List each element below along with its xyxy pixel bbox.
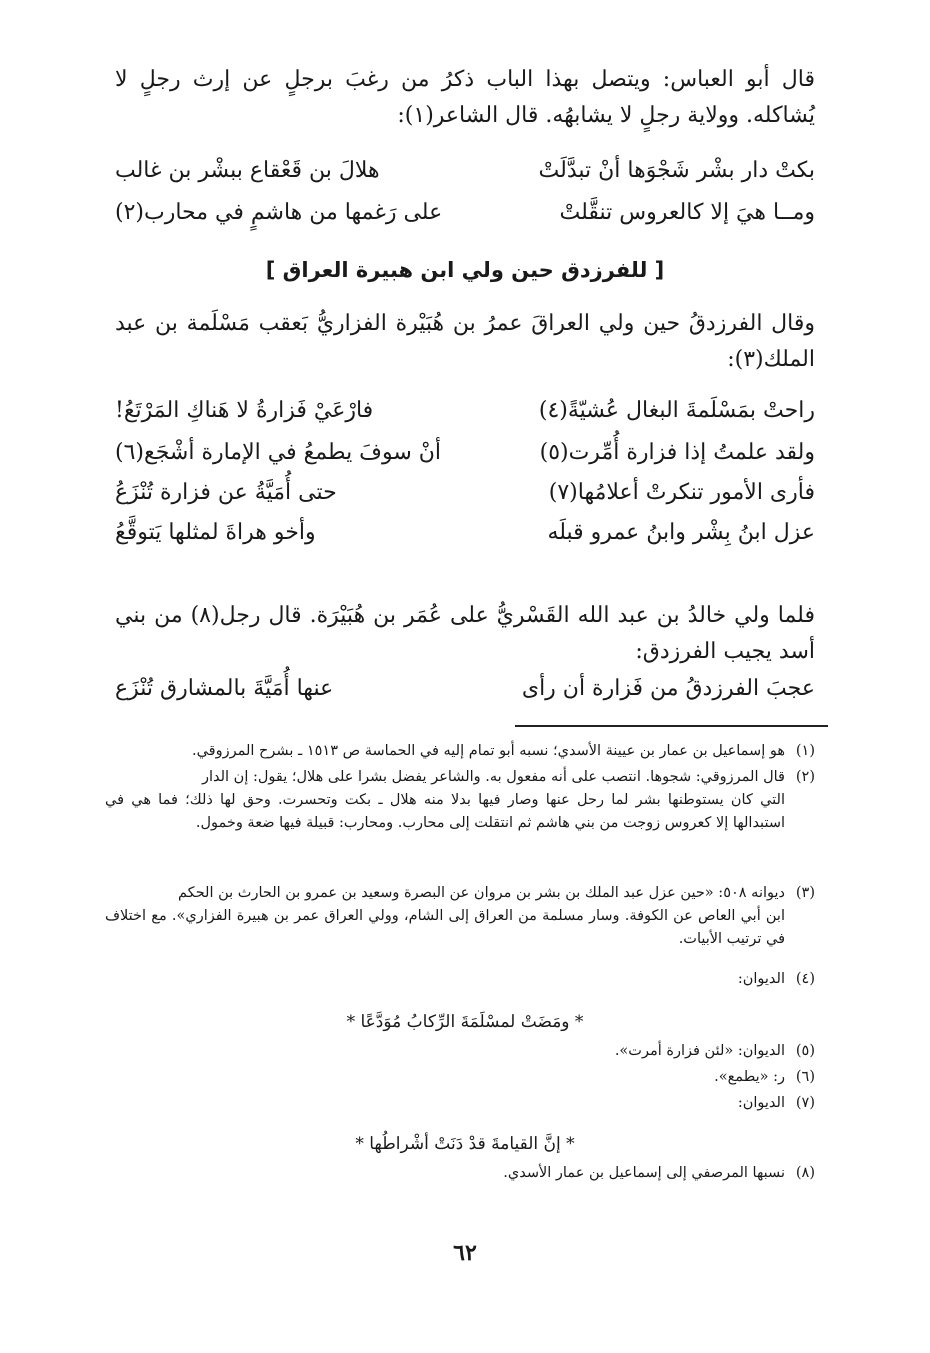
footnote-7-quote: * إنَّ القيامةَ قدْ دَنَتْ أشْراطُها *	[355, 1134, 575, 1154]
footnote-2-number: (٢)	[795, 769, 815, 785]
footnote-1	[105, 740, 815, 763]
verse-3	[115, 398, 815, 436]
footnote-7-number: (٧)	[795, 1095, 815, 1111]
verse-1-first-hemistich: بكتْ دار بشْر شَجْوَها أنْ تبدَّلَتْ	[538, 158, 815, 183]
paragraph-2: وقال الفرزدقُ حين ولي العراقَ عمرُ بن هُبَيْرة الفزاريُّ بَعقب مَسْلَمة بن عبد الملك(٣):	[115, 311, 815, 372]
footnote-1-number: (١)	[795, 743, 815, 759]
footnote-7-text: الديوان:	[737, 1095, 785, 1111]
verse-1-second-hemistich: هلالَ بن قَعْقاع ببشْر بن غالب	[115, 158, 380, 183]
footnote-6-text: ر: «يطمع».	[714, 1069, 785, 1085]
section-heading: [ للفرزدق حين ولي ابن هبيرة العراق ]	[265, 258, 665, 282]
footnote-5	[105, 1040, 815, 1063]
page-number: ٦٢	[453, 1240, 477, 1266]
footnote-5-text: الديوان: «لئن فزارة أمرت».	[614, 1043, 785, 1059]
footnote-2-continuation: التي كان يستوطنها بشر لما رحل عنها وصار فيها بدلا منه هلال ـ بكت وتحسرت. وحق لها ذلك؛ فما هي في استبدالها إلا كعروس زوجت من بني هاشم ثم انتقلت إلى محارب. ومحارب: قبيلة فيها ضعة وخمول.	[105, 792, 785, 831]
verse-7-second-hemistich: عنها أُمَيَّةَ بالمشارق تُنْزَع	[115, 676, 334, 701]
verse-4-second-hemistich: أنْ سوفَ يطمعُ في الإمارة أشْجَع(٦)	[115, 440, 442, 465]
verse-1	[115, 158, 815, 196]
verse-3-first-hemistich: راحتْ بمَسْلَمةَ البغال عُشيّةً(٤)	[538, 398, 815, 423]
footnote-2	[105, 766, 815, 789]
verse-5	[115, 480, 815, 518]
footnote-8	[105, 1162, 815, 1185]
verse-2	[115, 200, 815, 238]
verse-6-first-hemistich: عزل ابنُ بِشْر وابنُ عمرو قبلَه	[547, 520, 815, 545]
verse-5-second-hemistich: حتى أُمَيَّةُ عن فزارة تُنْزَعُ	[115, 480, 337, 505]
verse-6	[115, 520, 815, 558]
intro-paragraph: قال أبو العباس: ويتصل بهذا الباب ذكرُ من رغبَ برجلٍ عن إرث رجلٍ لا يُشاكله. وولاية رجلٍ لا يشابهُه. قال الشاعر(١):	[115, 67, 815, 128]
verse-2-second-hemistich: على رَغمها من هاشمٍ في محارب(٢)	[115, 200, 443, 225]
paragraph-3: فلما ولي خالدُ بن عبد الله القَسْريُّ على عُمَر بن هُبَيْرَة. قال رجل(٨) من بني أسد يجيب الفرزدق:	[115, 603, 815, 664]
footnote-4	[105, 968, 815, 991]
footnote-3-text-line-1: ديوانه ٥٠٨: «حين عزل عبد الملك بن بشر بن مروان عن البصرة وسعيد بن عمرو بن الحارث بن الحكم	[178, 885, 785, 901]
footnote-6	[105, 1066, 815, 1089]
footnote-4-number: (٤)	[795, 971, 815, 987]
footnote-3-number: (٣)	[795, 885, 815, 901]
verse-6-second-hemistich: وأخو هراةَ لمثلها يَتوقَّعُ	[115, 520, 316, 545]
verse-4	[115, 440, 815, 478]
verse-7	[115, 676, 815, 714]
footnote-3-continuation: ابن أبي العاص عن الكوفة. وسار مسلمة من العراق إلى الشام، وولي العراق عمر بن هبيرة الفزاري». مع اختلاف في ترتيب الأبيات.	[105, 908, 785, 947]
verse-2-first-hemistich: ومــا هيَ إلا كالعروس تنقَّلتْ	[559, 200, 815, 225]
footnote-separator	[515, 725, 828, 727]
footnote-3	[105, 882, 815, 905]
footnote-1-text: هو إسماعيل بن عمار بن عيينة الأسدي؛ نسبه أبو تمام إليه في الحماسة ص ١٥١٣ ـ بشرح المرزوقي.	[191, 743, 785, 759]
footnote-5-number: (٥)	[795, 1043, 815, 1059]
footnote-8-text: نسبها المرصفي إلى إسماعيل بن عمار الأسدي.	[503, 1165, 785, 1181]
verse-7-first-hemistich: عجبَ الفرزدقُ من فَزارة أن رأى	[521, 676, 815, 701]
footnote-6-number: (٦)	[795, 1069, 815, 1085]
verse-3-second-hemistich: فارْعَيْ فَزارةُ لا هَناكِ المَرْتَعُ!	[115, 398, 374, 423]
verse-4-first-hemistich: ولقد علمتُ إذا فزارة أُمِّرت(٥)	[539, 440, 815, 465]
footnote-2-text-line-1: قال المرزوقي: شجوها. انتصب على أنه مفعول به. والشاعر يفضل بشرا على هلال؛ يقول: إن الدار	[201, 769, 785, 785]
footnote-4-text: الديوان:	[737, 971, 785, 987]
footnote-4-quote: * ومَضَتْ لمسْلَمَةَ الرِّكابُ مُوَدَّعًا *	[346, 1012, 584, 1032]
verse-5-first-hemistich: فأرى الأمور تنكرتْ أعلامُها(٧)	[548, 480, 815, 505]
footnote-7	[105, 1092, 815, 1115]
footnote-8-number: (٨)	[795, 1165, 815, 1181]
